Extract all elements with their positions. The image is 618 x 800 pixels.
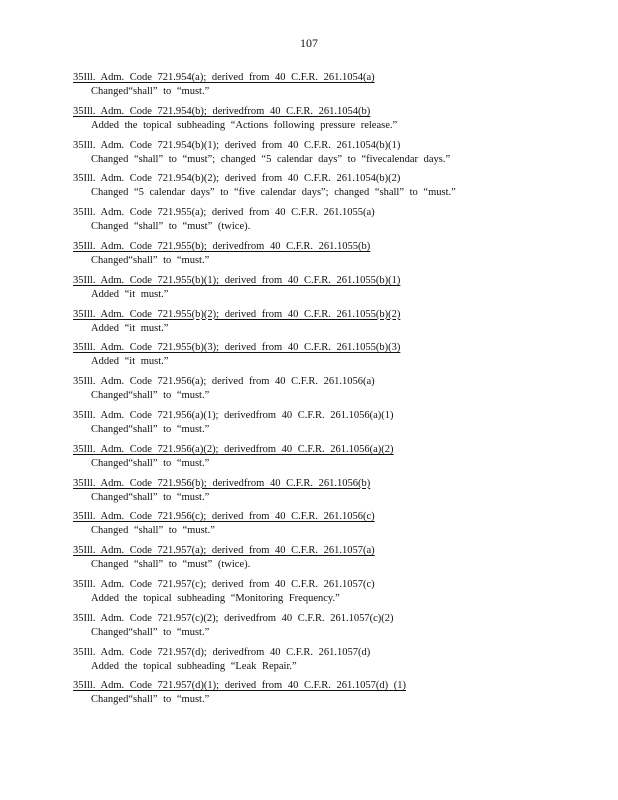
change-description: Changed“shall” to “must.” bbox=[91, 86, 210, 97]
change-description: Added “it must.” bbox=[91, 356, 169, 368]
change-description: Added the topical subheading “Monitoring Frequency.” bbox=[91, 592, 340, 604]
change-description: Added “it must.” bbox=[91, 288, 169, 300]
amendment-entry bbox=[73, 510, 543, 544]
citation-line: 35Ill. Adm. Code 721.956(a)(1); derivedfrom 40 C.F.R. 261.1056(a)(1) bbox=[73, 409, 394, 421]
change-description: Changed“shall” to “must.” bbox=[91, 390, 210, 402]
change-description: Changed“shall” to “must.” bbox=[91, 457, 210, 469]
amendment-entry bbox=[73, 240, 543, 274]
citation-line: 35Ill. Adm. Code 721.955(b)(2); derived from 40 C.F.R. 261.1055(b)(2) bbox=[73, 308, 401, 320]
amendment-entry bbox=[73, 105, 543, 139]
citation-line: 35Ill. Adm. Code 721.957(d)(1); derived from 40 C.F.R. 261.1057(d) (1) bbox=[73, 680, 406, 692]
amendment-entry bbox=[73, 544, 543, 578]
amendment-list bbox=[73, 71, 543, 713]
amendment-entry bbox=[73, 308, 543, 342]
citation-line: 35Ill. Adm. Code 721.956(b); derivedfrom 40 C.F.R. 261.1056(b) bbox=[73, 477, 371, 489]
citation-line: 35Ill. Adm. Code 721.956(c); derived from 40 C.F.R. 261.1056(c) bbox=[73, 511, 375, 523]
citation-line: 35Ill. Adm. Code 721.957(c)(2); derivedfrom 40 C.F.R. 261.1057(c)(2) bbox=[73, 612, 394, 624]
citation-line: 35Ill. Adm. Code 721.954(a); derived from 40 C.F.R. 261.1054(a) bbox=[73, 72, 375, 83]
citation-line: 35Ill. Adm. Code 721.957(a); derived from 40 C.F.R. 261.1057(a) bbox=[73, 545, 375, 557]
change-description: Changed “shall” to “must” (twice). bbox=[91, 559, 251, 571]
change-description: Changed “shall” to “must” (twice). bbox=[91, 221, 251, 233]
citation-line: 35Ill. Adm. Code 721.955(a); derived from 40 C.F.R. 261.1055(a) bbox=[73, 207, 375, 219]
citation-line: 35Ill. Adm. Code 721.954(b); derivedfrom 40 C.F.R. 261.1054(b) bbox=[73, 105, 371, 117]
citation-line: 35Ill. Adm. Code 721.955(b); derivedfrom 40 C.F.R. 261.1055(b) bbox=[73, 240, 371, 252]
citation-line: 35Ill. Adm. Code 721.956(a); derived from 40 C.F.R. 261.1056(a) bbox=[73, 376, 375, 388]
amendment-entry bbox=[73, 578, 543, 612]
amendment-entry bbox=[73, 679, 543, 713]
change-description: Added “it must.” bbox=[91, 322, 169, 334]
amendment-entry bbox=[73, 172, 543, 206]
change-description: Changed“shall” to “must.” bbox=[91, 626, 210, 638]
change-description: Added the topical subheading “Actions following pressure release.” bbox=[91, 119, 398, 131]
change-description: Changed“shall” to “must.” bbox=[91, 491, 210, 503]
amendment-entry bbox=[73, 477, 543, 511]
citation-line: 35Ill. Adm. Code 721.957(d); derivedfrom 40 C.F.R. 261.1057(d) bbox=[73, 646, 371, 658]
citation-line: 35Ill. Adm. Code 721.954(b)(1); derived from 40 C.F.R. 261.1054(b)(1) bbox=[73, 139, 401, 151]
change-description: Changed “5 calendar days” to “five calendar days”; changed “shall” to “must.” bbox=[91, 187, 456, 199]
citation-line: 35Ill. Adm. Code 721.955(b)(3); derived from 40 C.F.R. 261.1055(b)(3) bbox=[73, 342, 401, 354]
change-description: Changed “shall” to “must”; changed “5 calendar days” to “fivecalendar days.” bbox=[91, 153, 451, 165]
amendment-entry bbox=[73, 71, 543, 105]
citation-line: 35Ill. Adm. Code 721.954(b)(2); derived from 40 C.F.R. 261.1054(b)(2) bbox=[73, 173, 401, 185]
amendment-entry bbox=[73, 409, 543, 443]
amendment-entry bbox=[73, 612, 543, 646]
amendment-entry bbox=[73, 375, 543, 409]
change-description: Changed “shall” to “must.” bbox=[91, 525, 215, 537]
change-description: Changed“shall” to “must.” bbox=[91, 423, 210, 435]
citation-line: 35Ill. Adm. Code 721.957(c); derived from 40 C.F.R. 261.1057(c) bbox=[73, 578, 375, 590]
change-description: Added the topical subheading “Leak Repair.” bbox=[91, 660, 297, 672]
change-description: Changed“shall” to “must.” bbox=[91, 694, 210, 706]
page-number: 107 bbox=[300, 36, 318, 50]
amendment-entry bbox=[73, 443, 543, 477]
amendment-entry bbox=[73, 274, 543, 308]
amendment-entry bbox=[73, 646, 543, 680]
amendment-entry bbox=[73, 206, 543, 240]
amendment-entry bbox=[73, 341, 543, 375]
citation-line: 35Ill. Adm. Code 721.955(b)(1); derived from 40 C.F.R. 261.1055(b)(1) bbox=[73, 274, 401, 286]
citation-line: 35Ill. Adm. Code 721.956(a)(2); derivedfrom 40 C.F.R. 261.1056(a)(2) bbox=[73, 443, 394, 455]
amendment-entry bbox=[73, 139, 543, 173]
change-description: Changed“shall” to “must.” bbox=[91, 254, 210, 266]
